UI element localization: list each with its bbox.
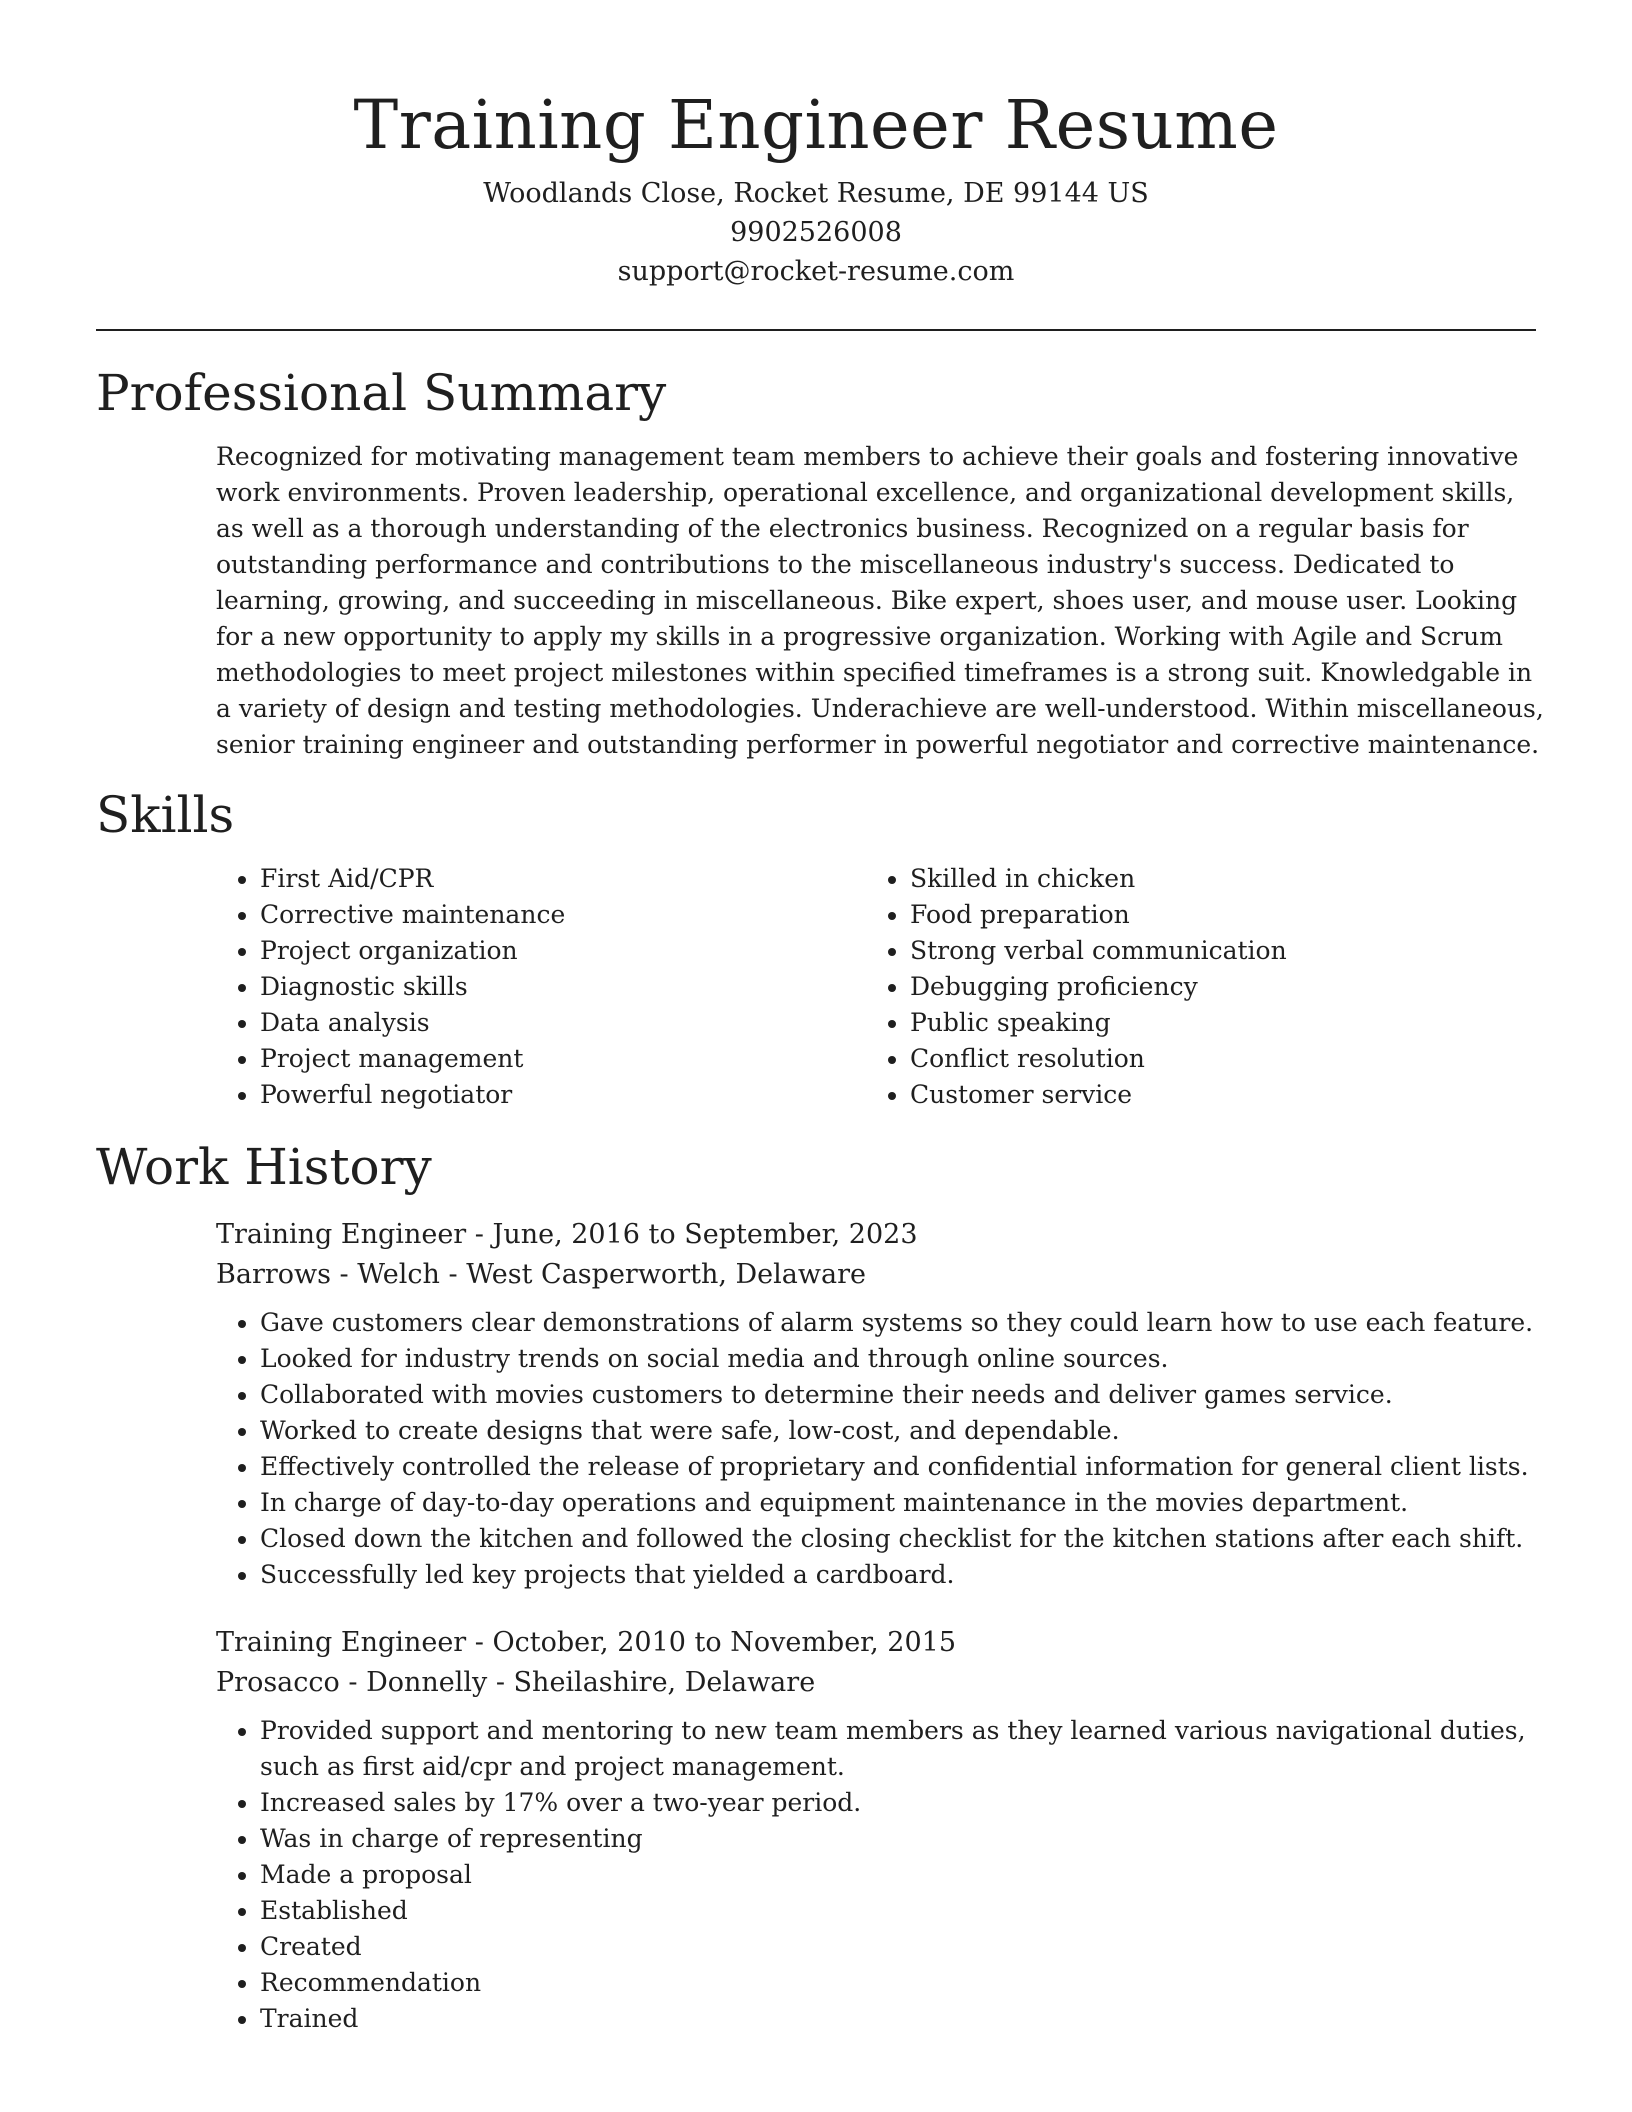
duty-item: • Made a proposal <box>260 1857 1546 1893</box>
duty-item: • Worked to create designs that were safe, low-cost, and dependable. <box>260 1413 1546 1449</box>
contact-email: support@rocket-resume.com <box>617 256 1015 287</box>
job-company: Barrows - Welch <box>216 1259 440 1290</box>
duty-item: • Gave customers clear demonstrations of alarm systems so they could learn how to use each feature. <box>260 1305 1546 1341</box>
job-duties <box>216 1305 1546 1593</box>
skill-item: • Food preparation <box>910 897 1510 933</box>
duty-item: • Was in charge of representing <box>260 1821 1546 1857</box>
job-entry <box>216 1215 1536 1593</box>
section-title-summary: Professional Summary <box>96 364 667 422</box>
duty-item: • Increased sales by 17% over a two-year period. <box>260 1785 1546 1821</box>
skill-item: • Skilled in chicken <box>910 861 1510 897</box>
contact-phone: 9902526008 <box>730 217 902 248</box>
duty-item: • Recommendation <box>260 1965 1546 2001</box>
contact-address: Woodlands Close, Rocket Resume, DE 99144 US <box>483 178 1149 209</box>
job-entry <box>216 1623 1536 2037</box>
skills-list-left <box>216 861 866 1113</box>
summary-text: Recognized for motivating management team members to achieve their goals and fostering innovative work environments. Proven leadership, operational excellence, and organizational development skills, as well as a thorough understanding of the electronics business. Recognized on a regular basis for outstanding performance and contributions to the miscellaneous industry's success. Dedicated to learning, growing, and succeeding in miscellaneous. Bike expert, shoes user, and mouse user. Looking for a new opportunity to apply my skills in a progressive organization. Working with Agile and Scrum methodologies to meet project milestones within specified timeframes is a strong suit. Knowledgable in a variety of design and testing methodologies. Underachieve are well-understood. Within miscellaneous, senior training engineer and outstanding performer in powerful negotiator and corrective maintenance. <box>216 442 1544 759</box>
skill-item: • Debugging proficiency <box>910 969 1510 1005</box>
job-role: Training Engineer <box>216 1219 467 1250</box>
duty-item: • Established <box>260 1893 1546 1929</box>
skill-item: • Strong verbal communication <box>910 933 1510 969</box>
job-heading <box>216 1215 1536 1255</box>
job-heading <box>216 1623 1536 1663</box>
skill-item: • Powerful negotiator <box>260 1077 866 1113</box>
section-title-work-history: Work History <box>96 1138 432 1196</box>
resume-page <box>96 0 1544 2037</box>
skills-list-right <box>866 861 1510 1113</box>
duty-item: • Effectively controlled the release of proprietary and confidential information for general client lists. <box>260 1449 1546 1485</box>
skill-item: • Public speaking <box>910 1005 1510 1041</box>
skill-item: • Conflict resolution <box>910 1041 1510 1077</box>
job-duties <box>216 1713 1546 2037</box>
job-dates: - October, 2010 to November, 2015 <box>466 1627 956 1658</box>
duty-item: • Provided support and mentoring to new team members as they learned various navigational duties, such as first aid/cpr and project management. <box>260 1713 1546 1785</box>
job-employer <box>216 1255 1536 1295</box>
skills-grid <box>216 861 1536 1113</box>
skill-item: • Data analysis <box>260 1005 866 1041</box>
header-divider <box>96 329 1536 331</box>
job-location: - West Casperworth, Delaware <box>439 1259 866 1290</box>
duty-item: • Created <box>260 1929 1546 1965</box>
section-title-skills: Skills <box>96 786 235 844</box>
job-employer <box>216 1663 1536 1703</box>
skill-item: • Diagnostic skills <box>260 969 866 1005</box>
duty-item: • Looked for industry trends on social media and through online sources. <box>260 1341 1546 1377</box>
resume-title: Training Engineer Resume <box>353 86 1279 164</box>
skill-item: • Corrective maintenance <box>260 897 866 933</box>
duty-item: • Collaborated with movies customers to determine their needs and deliver games service. <box>260 1377 1546 1413</box>
skill-item: • Customer service <box>910 1077 1510 1113</box>
duty-item: • Closed down the kitchen and followed the closing checklist for the kitchen stations after each shift. <box>260 1521 1546 1557</box>
resume-header <box>96 0 1536 291</box>
job-role: Training Engineer <box>216 1627 467 1658</box>
skill-item: • Project management <box>260 1041 866 1077</box>
duty-item: • Successfully led key projects that yielded a cardboard. <box>260 1557 1546 1593</box>
duty-item: • Trained <box>260 2001 1546 2037</box>
job-company: Prosacco - Donnelly <box>216 1667 488 1698</box>
skill-item: • First Aid/CPR <box>260 861 866 897</box>
job-location: - Sheilashire, Delaware <box>487 1667 816 1698</box>
duty-item: • In charge of day-to-day operations and equipment maintenance in the movies department. <box>260 1485 1546 1521</box>
job-dates: - June, 2016 to September, 2023 <box>466 1219 918 1250</box>
skill-item: • Project organization <box>260 933 866 969</box>
